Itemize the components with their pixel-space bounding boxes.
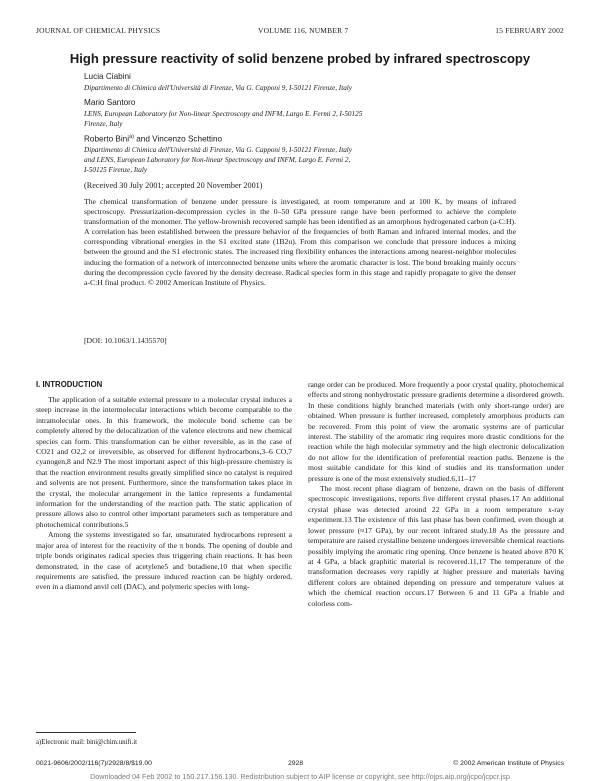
abstract: The chemical transformation of benzene under pressure is investigated, at room temperature and at 100 K, by means of infrared spectroscopy. Pressurization-decompression cycles in the 0–50 GPa pressure range have been performed to achieve the complete transformation of the monomer. The yellow-brownish recovered sample has been identified as an amorphous hydrogenated carbon (a-C:H). A correlation has been established between the pressure behavior of the frequencies of both Raman and infrared internal modes, and the corresponding vibrational energies in the S1 excited state (1B2u). From this comparison we conclude that pressure induces a mixing between the ground and the S1 electronic states. The increased ring flexibility enhances the interactions among nearest-neighbor molecules inducing the formation of a network of interconnected benzene units where the aromatic character is lost. The bond breaking mainly occurs during the decompression cycle favored by the density decrease. Radical species form in this stage and rapidly propagate to give the denser a-C:H final product. © 2002 American Institute of Physics.: [84, 197, 516, 287]
paragraph: The application of a suitable external pressure to a molecular crystal induces a steep increase in the intermolecular interactions which become comparable to the intramolecular ones. In this framework, the molecule bond scheme can be completely altered by the delocalization of the valence electrons and new chemical species can form. This transformation can be either reversible, as in the case of CO21 and O2,2 or irreversible, as observed for different hydrocarbons,3–6 CO,7 cyanogen,8 and N2.9 The most important aspect of this high-pressure chemistry is that the reaction environment results greatly simplified since no catalyst is required and solvents are not present. Furthermore, since the transformation takes place in the crystal, the molecular arrangement in the lattice represents a fundamental information for the understanding of the reaction path. The static application of pressure allows also to control other important parameters such as temperature and photochemical contributions.5: [36, 395, 292, 529]
journal-name: JOURNAL OF CHEMICAL PHYSICS: [36, 26, 161, 35]
page-number: 2928: [288, 760, 304, 767]
footer-copyright: © 2002 American Institute of Physics: [453, 760, 564, 767]
author-affiliation: LENS, European Laboratory for Non-linear Spectroscopy and INFM, Largo E. Fermi 2, I-50125 Firenze, Italy: [84, 110, 363, 128]
paper-title: High pressure reactivity of solid benzene probed by infrared spectroscopy: [69, 51, 531, 66]
author-name: Roberto Bini$^{a)}$ and Vincenzo Schettino: [84, 134, 223, 144]
right-column: [308, 380, 564, 609]
paragraph: range order can be produced. More frequently a poor crystal quality, photochemical effects and strong nonhydrostatic pressure gradients determine a disordered growth. In these conditions highly branched materials (with only short-range order) are obtained. When pressure is further increased, completely amorphous products can be recovered. From this point of view the aromatic systems are of particular interest. The stability of the aromatic ring requires more drastic conditions for the reaction while the high molecular symmetry and the high electronic delocalization do not allow for the identification of preferential reaction paths. Benzene is the most suitable candidate for this kind of studies and its transformation under pressure is one of the most extensively studied.6,11–17: [308, 380, 564, 483]
doi-link[interactable]: [DOI: 10.1063/1.1435570]: [84, 336, 167, 345]
footer-issn: 0021-9606/2002/116(7)/2928/8/$19.00: [36, 760, 152, 767]
footnote: a)Electronic mail: bini@chim.unifi.it: [36, 739, 138, 746]
author-affiliation: Dipartimento di Chimica dell'Università di Firenze, Via G. Capponi 9, I-50121 Firenze, Italy and LENS, European Laboratory for Non-linear Spectroscopy and INFM, Largo E. Fermi 2, I-50125 Firenze, Italy: [84, 146, 352, 174]
left-column: [36, 395, 292, 593]
issue-date: 15 FEBRUARY 2002: [495, 26, 564, 35]
paragraph: The most recent phase diagram of benzene, drawn on the basis of different spectroscopic investigations, reports five different crystal phases.17 An additional crystal phase was detected around 22 GPa in a room temperature x-ray experiment.13 The existence of this last phase has been confirmed, even though at lower pressure (≈17 GPa), by our recent infrared study.18 As the pressure and temperature are raised crystalline benzene undergoes irreversible chemical reactions possibly implying the aromatic ring opening. Once benzene is heated above 870 K at 4 GPa, a black graphitic material is recovered.11,17 The temperature of the transformation decreases very rapidly at higher pressure and materials having different colors are obtained depending on pressure and temperature values at which the chemical reaction occurs.17 Between 6 and 11 GPa a friable and colorless com-: [308, 484, 564, 608]
author-name: Lucia Ciabini: [84, 72, 131, 81]
download-notice: Downloaded 04 Feb 2002 to 150.217.156.130. Redistribution subject to AIP license or copyright, see http://ojps.aip.org/jcpo/jcpcr.jsp: [90, 772, 510, 781]
author-affiliation: Dipartimento di Chimica dell'Università di Firenze, Via G. Capponi 9, I-50121 Firenze, Italy: [84, 84, 352, 92]
author-name: Mario Santoro: [84, 98, 136, 107]
footnote-rule: [36, 732, 136, 733]
paragraph: Among the systems investigated so far, unsaturated hydrocarbons represent a major area of interest for the reactivity of the π bonds. The opening of double and triple bonds originates radical species thus triggering chain reactions. It has been demonstrated, in the case of acetylene5 and butadiene,10 that when specific requirements are satisfied, the pressure induced reaction can be highly ordered, even in a diamond anvil cell (DAC), and polymeric species with long-: [36, 530, 292, 592]
received-dates: (Received 30 July 2001; accepted 20 November 2001): [84, 181, 263, 190]
section-heading: I. INTRODUCTION: [36, 380, 103, 389]
volume-number: VOLUME 116, NUMBER 7: [258, 26, 349, 35]
